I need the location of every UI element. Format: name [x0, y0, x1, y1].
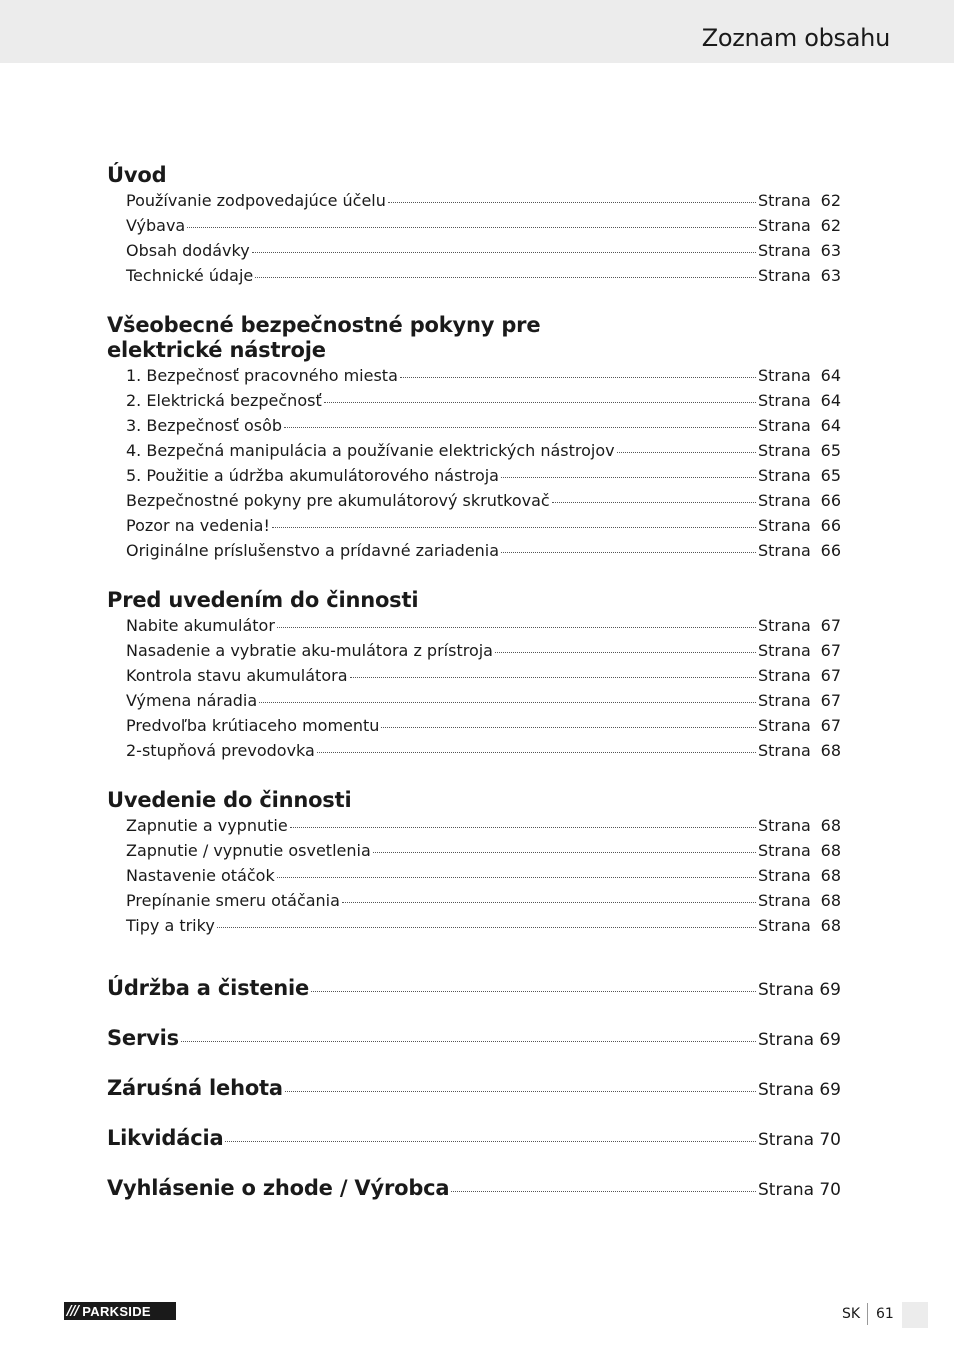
page-ref	[758, 1115, 841, 1165]
dot-leader	[324, 402, 756, 403]
page-number-ref: 67	[820, 691, 841, 710]
toc-major-entry[interactable]	[107, 1063, 841, 1113]
entry-label: Vyhlásenie o zhode / Výrobca	[107, 1176, 450, 1200]
page-ref	[758, 213, 841, 238]
dot-leader	[284, 427, 756, 428]
page-ref	[758, 438, 841, 463]
toc-major-entry[interactable]	[107, 1013, 841, 1063]
dot-leader	[277, 877, 756, 878]
dot-leader	[617, 452, 756, 453]
page-number-ref: 66	[820, 516, 841, 535]
page-ref	[758, 413, 841, 438]
dot-leader	[285, 1091, 756, 1092]
strana-label: Strana	[758, 391, 811, 410]
dot-leader	[290, 827, 756, 828]
strana-label: Strana	[758, 541, 811, 560]
strana-label: Strana	[758, 666, 811, 685]
strana-label: Strana	[758, 241, 811, 260]
page-ref	[758, 388, 841, 413]
section-heading: elektrické nástroje	[107, 338, 326, 362]
page-number-ref: 70	[819, 1180, 841, 1200]
toc-entry[interactable]	[107, 438, 841, 463]
toc-entry[interactable]	[107, 513, 841, 538]
toc-section	[107, 588, 841, 763]
page-ref	[758, 613, 841, 638]
page-number-ref: 67	[820, 716, 841, 735]
page-ref	[758, 638, 841, 663]
toc-entry[interactable]	[107, 213, 841, 238]
toc-entry[interactable]	[107, 463, 841, 488]
page-ref	[758, 738, 841, 763]
strana-label: Strana	[758, 691, 811, 710]
page-number-ref: 66	[820, 541, 841, 560]
strana-label: Strana	[758, 216, 811, 235]
strana-label: Strana	[758, 816, 811, 835]
strana-label: Strana	[758, 1080, 815, 1100]
entry-label: Likvidácia	[107, 1126, 224, 1150]
page-ref	[758, 513, 841, 538]
toc-entry[interactable]	[107, 188, 841, 213]
page-number-ref: 67	[820, 666, 841, 685]
page-number-ref: 64	[820, 366, 841, 385]
dot-leader	[217, 927, 756, 928]
dot-leader	[501, 477, 756, 478]
dot-leader	[255, 277, 756, 278]
toc-section	[107, 313, 841, 563]
toc-entry[interactable]	[107, 863, 841, 888]
entry-label: Pozor na vedenia!	[126, 516, 270, 535]
strana-label: Strana	[758, 641, 811, 660]
page-ref	[758, 488, 841, 513]
dot-leader	[501, 552, 756, 553]
entry-label: Výmena náradia	[126, 691, 258, 710]
page-number-ref: 68	[820, 866, 841, 885]
strana-label: Strana	[758, 1130, 815, 1150]
strana-label: Strana	[758, 916, 811, 935]
page-ref	[758, 813, 841, 838]
dot-leader	[373, 852, 756, 853]
language-code: SK	[842, 1306, 861, 1322]
strana-label: Strana	[758, 716, 811, 735]
toc-major-entry[interactable]	[107, 1163, 841, 1213]
page-number: 61	[876, 1306, 894, 1322]
toc-entry[interactable]	[107, 263, 841, 288]
page-number-ref: 69	[819, 980, 841, 1000]
table-of-contents	[107, 163, 841, 1213]
dot-leader	[381, 727, 756, 728]
strana-label: Strana	[758, 980, 815, 1000]
dot-leader	[277, 627, 756, 628]
entry-label: 3. Bezpečnosť osôb	[126, 416, 283, 435]
toc-entry[interactable]	[107, 613, 841, 638]
section-heading: Pred uvedením do činnosti	[107, 588, 419, 612]
page-ref	[758, 1015, 841, 1065]
page-number-ref: 65	[820, 441, 841, 460]
strana-label: Strana	[758, 366, 811, 385]
toc-entry[interactable]	[107, 238, 841, 263]
toc-entry[interactable]	[107, 538, 841, 563]
entry-label: Kontrola stavu akumulátora	[126, 666, 348, 685]
footer-divider	[867, 1303, 868, 1325]
entry-label: Záruśná lehota	[107, 1076, 283, 1100]
section-gap	[107, 563, 841, 588]
entry-label: Tipy a triky	[126, 916, 215, 935]
page-ref	[758, 713, 841, 738]
page-title: Zoznam obsahu	[701, 24, 890, 52]
entry-label: Nasadenie a vybratie aku-mulátora z prístroja	[126, 641, 493, 660]
dot-leader	[350, 677, 757, 678]
page-ref	[758, 538, 841, 563]
page-number-ref: 62	[820, 216, 841, 235]
entry-label: Používanie zodpovedajúce účelu	[126, 191, 386, 210]
toc-entry[interactable]	[107, 663, 841, 688]
dot-leader	[317, 752, 756, 753]
entry-label: Nabite akumulátor	[126, 616, 275, 635]
toc-section	[107, 163, 841, 288]
page-number-ref: 70	[819, 1130, 841, 1150]
strana-label: Strana	[758, 891, 811, 910]
strana-label: Strana	[758, 616, 811, 635]
page-ref	[758, 363, 841, 388]
page-ref	[758, 888, 841, 913]
page-number-ref: 68	[820, 891, 841, 910]
page-ref	[758, 238, 841, 263]
toc-entry[interactable]	[107, 688, 841, 713]
page-number-ref: 64	[820, 416, 841, 435]
strana-label: Strana	[758, 441, 811, 460]
toc-entry[interactable]	[107, 813, 841, 838]
entry-label: Prepínanie smeru otáčania	[126, 891, 340, 910]
toc-entry[interactable]	[107, 488, 841, 513]
entry-label: Technické údaje	[126, 266, 254, 285]
strana-label: Strana	[758, 191, 811, 210]
parkside-logo	[64, 1302, 176, 1320]
header-bar	[0, 0, 954, 63]
page-ref	[758, 838, 841, 863]
entry-label: 5. Použitie a údržba akumulátorového nástroja	[126, 466, 499, 485]
toc-entry[interactable]	[107, 388, 841, 413]
page-number-ref: 69	[819, 1080, 841, 1100]
section-gap	[107, 938, 841, 963]
page-number-ref: 69	[819, 1030, 841, 1050]
dot-leader	[451, 1191, 756, 1192]
page-corner-box	[902, 1302, 928, 1328]
section-gap	[107, 288, 841, 313]
entry-label: Údržba a čistenie	[107, 976, 310, 1000]
strana-label: Strana	[758, 741, 811, 760]
strana-label: Strana	[758, 416, 811, 435]
entry-label: Predvoľba krútiaceho momentu	[126, 716, 380, 735]
toc-entry[interactable]	[107, 413, 841, 438]
page-number-ref: 64	[820, 391, 841, 410]
strana-label: Strana	[758, 516, 811, 535]
page-ref	[758, 263, 841, 288]
strana-label: Strana	[758, 1180, 815, 1200]
toc-entry[interactable]	[107, 913, 841, 938]
entry-label: Zapnutie / vypnutie osvetlenia	[126, 841, 371, 860]
page-number-ref: 67	[820, 616, 841, 635]
page-ref	[758, 1165, 841, 1215]
page-number-ref: 68	[820, 916, 841, 935]
entry-label: Bezpečnostné pokyny pre akumulátorový skrutkovač	[126, 491, 550, 510]
strana-label: Strana	[758, 266, 811, 285]
page-number-ref: 63	[820, 266, 841, 285]
section-heading: Úvod	[107, 163, 167, 187]
dot-leader	[187, 227, 756, 228]
dot-leader	[388, 202, 756, 203]
page-number-ref: 65	[820, 466, 841, 485]
toc-entry[interactable]	[107, 838, 841, 863]
dot-leader	[225, 1141, 756, 1142]
entry-label: 1. Bezpečnosť pracovného miesta	[126, 366, 398, 385]
toc-entry[interactable]	[107, 888, 841, 913]
page-number-ref: 67	[820, 641, 841, 660]
page-ref	[758, 913, 841, 938]
strana-label: Strana	[758, 491, 811, 510]
page-number-ref: 68	[820, 741, 841, 760]
dot-leader	[552, 502, 756, 503]
entry-label: Obsah dodávky	[126, 241, 250, 260]
entry-label: Nastavenie otáčok	[126, 866, 275, 885]
strana-label: Strana	[758, 841, 811, 860]
toc-entry[interactable]	[107, 713, 841, 738]
dot-leader	[311, 991, 756, 992]
page-ref	[758, 688, 841, 713]
dot-leader	[342, 902, 756, 903]
dot-leader	[252, 252, 756, 253]
page-ref	[758, 188, 841, 213]
logo-slashes: ///	[67, 1303, 79, 1319]
dot-leader	[259, 702, 756, 703]
page-ref	[758, 663, 841, 688]
dot-leader	[181, 1041, 756, 1042]
section-heading: Uvedenie do činnosti	[107, 788, 352, 812]
entry-label: 4. Bezpečná manipulácia a používanie elektrických nástrojov	[126, 441, 615, 460]
page-number-ref: 68	[820, 841, 841, 860]
entry-label: Zapnutie a vypnutie	[126, 816, 288, 835]
page-ref	[758, 863, 841, 888]
entry-label: 2-stupňová prevodovka	[126, 741, 315, 760]
section-heading: Všeobecné bezpečnostné pokyny pre	[107, 313, 541, 337]
toc-entry[interactable]	[107, 638, 841, 663]
strana-label: Strana	[758, 866, 811, 885]
toc-entry[interactable]	[107, 738, 841, 763]
logo-brand: PARKSIDE	[82, 1303, 151, 1319]
dot-leader	[400, 377, 756, 378]
strana-label: Strana	[758, 1030, 815, 1050]
toc-section	[107, 788, 841, 938]
toc-major-entry[interactable]	[107, 963, 841, 1013]
dot-leader	[495, 652, 756, 653]
page-ref	[758, 1065, 841, 1115]
section-gap	[107, 763, 841, 788]
toc-major-entry[interactable]	[107, 1113, 841, 1163]
page-number-ref: 62	[820, 191, 841, 210]
page-number-ref: 63	[820, 241, 841, 260]
strana-label: Strana	[758, 466, 811, 485]
page-number-ref: 68	[820, 816, 841, 835]
entry-label: Výbava	[126, 216, 186, 235]
page-ref	[758, 965, 841, 1015]
page-ref	[758, 463, 841, 488]
page-number-ref: 66	[820, 491, 841, 510]
entry-label: Servis	[107, 1026, 179, 1050]
toc-entry[interactable]	[107, 363, 841, 388]
entry-label: 2. Elektrická bezpečnosť	[126, 391, 322, 410]
dot-leader	[272, 527, 756, 528]
entry-label: Originálne príslušenstvo a prídavné zariadenia	[126, 541, 500, 560]
